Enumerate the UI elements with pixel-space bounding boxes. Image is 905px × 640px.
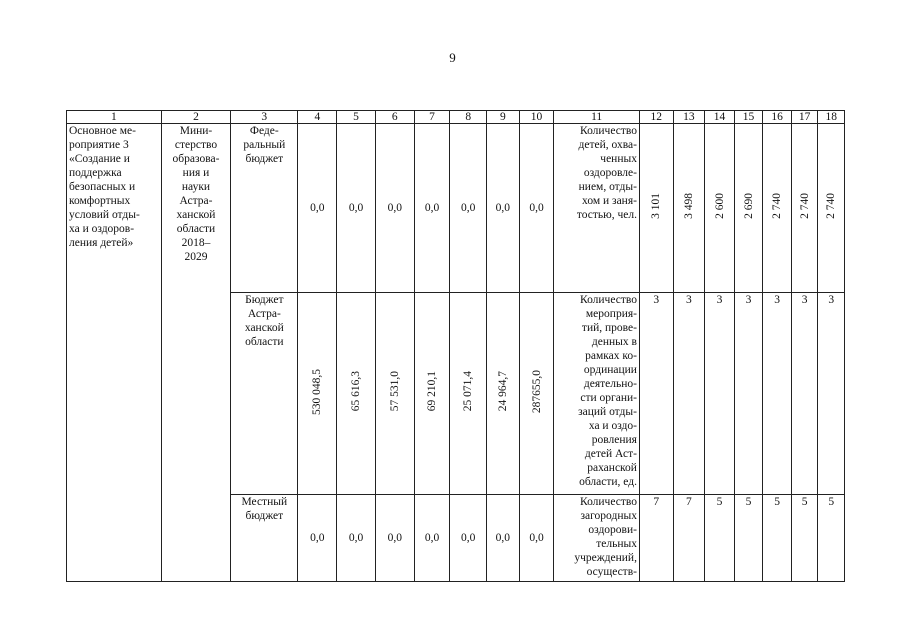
target-cell: 5 (705, 495, 735, 582)
amount-value: 25 071,4 (462, 371, 475, 412)
column-header: 2 (161, 111, 230, 124)
amount-cell: 0,0 (519, 495, 554, 582)
amount-cell: 0,0 (375, 124, 414, 293)
indicator-cell: Количество мероприя- тий, прове- денных в рамках ко- ординации деятельно- сти органи- заций отды- ха и оздо- ровления детей Аст- раханской области, ед. (554, 293, 640, 495)
target-cell: 5 (818, 495, 845, 582)
amount-cell: 0,0 (450, 124, 487, 293)
amount-value: 57 531,0 (388, 371, 401, 412)
target-value: 2 740 (825, 193, 838, 219)
target-cell: 3 (639, 293, 673, 495)
column-header: 12 (639, 111, 673, 124)
funding-source-cell: Феде- ральный бюджет (231, 124, 298, 293)
column-header: 6 (375, 111, 414, 124)
target-value: 2 600 (713, 193, 726, 219)
column-header: 4 (298, 111, 337, 124)
target-value: 2 690 (742, 193, 755, 219)
amount-cell: 0,0 (450, 495, 487, 582)
target-cell: 7 (673, 495, 705, 582)
target-cell: 3 (673, 293, 705, 495)
amount-cell: 0,0 (298, 124, 337, 293)
funding-source-cell: Местный бюджет (231, 495, 298, 582)
target-value: 2 740 (798, 193, 811, 219)
column-header: 3 (231, 111, 298, 124)
page-number: 9 (449, 50, 456, 65)
amount-cell (450, 293, 487, 495)
program-table (66, 110, 845, 582)
column-header: 7 (414, 111, 450, 124)
target-value: 3 498 (682, 193, 695, 219)
amount-cell (337, 293, 376, 495)
target-cell: 5 (791, 495, 818, 582)
target-cell: 3 (818, 293, 845, 495)
amount-value: 65 616,3 (350, 371, 363, 412)
column-header: 13 (673, 111, 705, 124)
column-header: 14 (705, 111, 735, 124)
target-cell (705, 124, 735, 293)
amount-cell (298, 293, 337, 495)
indicator-cell: Количество детей, охва- ченных оздоровле- нием, отды- хом и заня- тостью, чел. (554, 124, 640, 293)
column-header: 11 (554, 111, 640, 124)
target-cell: 3 (791, 293, 818, 495)
column-header: 1 (67, 111, 162, 124)
target-cell: 3 (763, 293, 792, 495)
target-cell: 7 (639, 495, 673, 582)
amount-cell (414, 293, 450, 495)
column-header: 18 (818, 111, 845, 124)
amount-cell: 0,0 (375, 495, 414, 582)
column-header: 15 (734, 111, 763, 124)
amount-value: 69 210,1 (426, 371, 438, 412)
column-header: 17 (791, 111, 818, 124)
target-value: 2 740 (771, 193, 784, 219)
target-cell (734, 124, 763, 293)
amount-cell (375, 293, 414, 495)
executor-cell: Мини- стерство образова- ния и науки Астра- ханской области 2018– 2029 (161, 124, 230, 582)
target-cell (763, 124, 792, 293)
target-cell: 3 (705, 293, 735, 495)
target-cell: 5 (763, 495, 792, 582)
target-cell (818, 124, 845, 293)
amount-cell (519, 293, 554, 495)
amount-cell: 0,0 (487, 124, 520, 293)
header-row (67, 111, 845, 124)
indicator-cell (554, 495, 640, 582)
column-header: 16 (763, 111, 792, 124)
target-cell (791, 124, 818, 293)
amount-cell: 0,0 (337, 124, 376, 293)
column-header: 9 (487, 111, 520, 124)
amount-value: 530 048,5 (311, 368, 324, 415)
funding-source-cell: Бюджет Астра- ханской области (231, 293, 298, 495)
target-cell (639, 124, 673, 293)
amount-cell: 0,0 (337, 495, 376, 582)
amount-cell: 0,0 (414, 495, 450, 582)
amount-cell: 0,0 (519, 124, 554, 293)
indicator-text: Количество загородных оздорови- тельных учреждений, осуществ- (574, 496, 637, 578)
column-header: 8 (450, 111, 487, 124)
target-cell: 3 (734, 293, 763, 495)
column-header: 10 (519, 111, 554, 124)
event-cell: Основное ме- роприятие 3 «Создание и поддержка безопасных и комфортных условий отды- ха и оздоров- ления детей» (67, 124, 162, 582)
amount-cell (487, 293, 520, 495)
amount-cell: 0,0 (298, 495, 337, 582)
amount-cell: 0,0 (414, 124, 450, 293)
amount-value: 24 964,7 (496, 371, 509, 412)
amount-value: 287655,0 (530, 369, 543, 414)
target-value: 3 101 (650, 193, 663, 219)
table-row (67, 124, 845, 293)
target-cell (673, 124, 705, 293)
amount-cell: 0,0 (487, 495, 520, 582)
column-header: 5 (337, 111, 376, 124)
target-cell: 5 (734, 495, 763, 582)
